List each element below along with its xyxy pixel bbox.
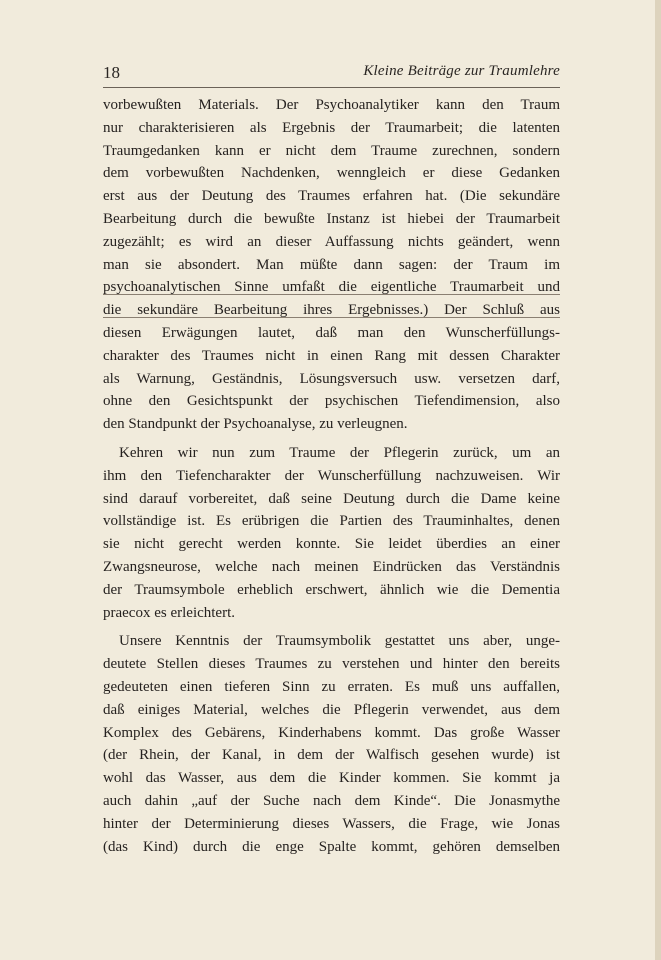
text-line: als Warnung, Geständnis, Lösungsversuch usw. versetzen darf,	[103, 370, 560, 387]
running-title: Kleine Beiträge zur Traumlehre	[363, 63, 560, 79]
text-line: (der Rhein, der Kanal, in dem der Walfisch gesehen wurde) ist	[103, 747, 560, 764]
text-line: wohl das Wasser, aus dem die Kinder kommen. Sie kommt ja	[103, 770, 560, 787]
text-line: Unsere Kenntnis der Traumsymbolik gestattet uns aber, unge-	[119, 633, 560, 650]
paragraph-3	[103, 630, 560, 858]
text-line: dem vorbewußten Nachdenken, wenngleich er diese Gedanken	[103, 165, 560, 182]
text-line: man sie absondert. Man müßte dann sagen: der Traum im	[103, 256, 560, 273]
paragraph-2	[103, 442, 560, 624]
text-line: zugezählt; es wird an dieser Auffassung nichts geändert, wenn	[103, 233, 560, 250]
text-line: sind darauf vorbereitet, daß seine Deutung durch die Dame keine	[103, 490, 560, 507]
text-line: Kehren wir nun zum Traume der Pflegerin zurück, um an	[119, 444, 560, 461]
text-line: vollständige ist. Es erübrigen die Partien des Trauminhaltes, denen	[103, 513, 560, 530]
text-line: gedeuteten einen tieferen Sinn zu erraten. Es muß uns auffallen,	[103, 678, 560, 695]
text-line: nur charakterisieren als Ergebnis der Traumarbeit; die latenten	[103, 119, 560, 136]
text-line: ihm den Tiefencharakter der Wunscherfüllung nachzuweisen. Wir	[103, 467, 560, 484]
text-line: praecox es erleichtert.	[103, 604, 236, 621]
paragraph-1	[103, 94, 560, 436]
text-line: Traumgedanken kann er nicht dem Traume zurechnen, sondern	[103, 142, 560, 159]
text-line: erst aus der Deutung des Traumes erfahren hat. (Die sekundäre	[103, 188, 560, 205]
text-line: sie nicht gerecht werden konnte. Sie leidet überdies an einer	[103, 536, 560, 553]
text-line: der Traumsymbole erheblich erschwert, ähnlich wie die Dementia	[103, 581, 560, 598]
text-line: diesen Erwägungen lautet, daß man den Wunscherfüllungs-	[103, 324, 560, 341]
text-line: vorbewußten Materials. Der Psychoanalytiker kann den Traum	[103, 97, 560, 113]
text-line: Bearbeitung durch die bewußte Instanz ist hiebei der Traumarbeit	[103, 210, 560, 227]
text-line: daß einiges Material, welches die Pflegerin verwendet, aus dem	[103, 701, 560, 718]
text-line: Zwangsneurose, welche nach meinen Eindrücken das Verständnis	[103, 558, 560, 575]
body-text	[103, 94, 560, 858]
text-line: hinter der Determinierung dieses Wassers, die Frage, wie Jonas	[103, 815, 560, 832]
text-line: charakter des Traumes nicht in einen Rang mit dessen Charakter	[103, 347, 560, 364]
page-number: 18	[103, 63, 120, 82]
text-line: auch dahin „auf der Suche nach dem Kinde“. Die Jonasmythe	[103, 792, 560, 809]
text-line: den Standpunkt der Psychoanalyse, zu verleugnen.	[103, 416, 408, 433]
text-line: Komplex des Gebärens, Kinderhabens kommt. Das große Wasser	[103, 724, 560, 741]
text-line-underlined: psychoanalytischen Sinne umfaßt die eigentliche Traumarbeit und	[103, 279, 560, 296]
running-header	[103, 61, 560, 88]
text-line: deutete Stellen dieses Traumes zu verstehen und hinter den bereits	[103, 656, 560, 673]
text-line-underlined: die sekundäre Bearbeitung ihres Ergebnisses.) Der Schluß aus	[103, 302, 560, 319]
text-line: (das Kind) durch die enge Spalte kommt, gehören demselben	[103, 838, 560, 855]
text-line: ohne den Gesichtspunkt der psychischen Tiefendimension, also	[103, 393, 560, 410]
